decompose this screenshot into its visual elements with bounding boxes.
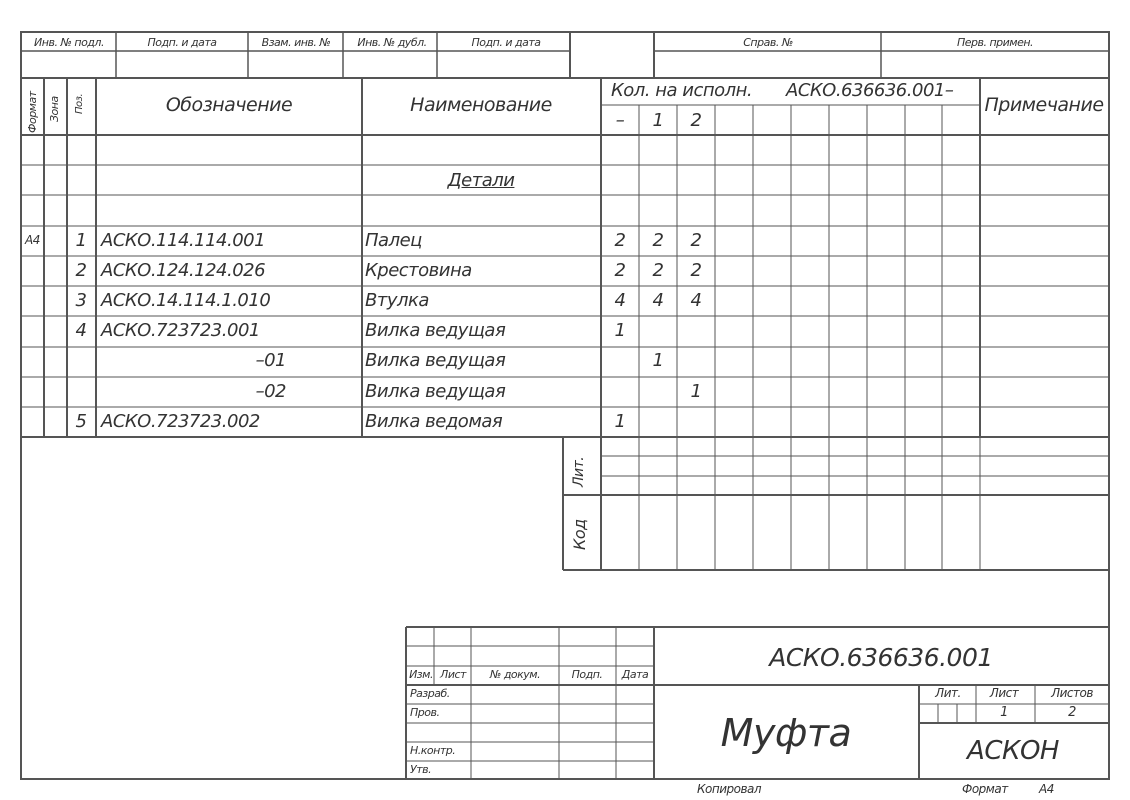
footer-format-value: А4 <box>1039 782 1054 796</box>
tb-n-kontr-label: Н.контр. <box>410 744 456 757</box>
section-title: Детали <box>447 170 515 191</box>
row-1-q2: 2 <box>690 230 702 251</box>
row-1-name: Палец <box>365 230 422 251</box>
tb-n-dokum-label: № докум. <box>489 668 541 681</box>
row-7-poz: 5 <box>75 411 87 432</box>
row-7-q0: 1 <box>614 411 626 432</box>
oboznachenie-header: Обозначение <box>165 94 293 116</box>
row-3-q2: 4 <box>690 290 702 311</box>
row-2-q2: 2 <box>690 260 702 281</box>
row-2-q1: 2 <box>652 260 664 281</box>
tb-designation: АСКО.636636.001 <box>769 643 993 672</box>
lit-label: Лит. <box>571 456 587 487</box>
tb-list-col-label: Лист <box>989 686 1019 700</box>
row-1-q1: 2 <box>652 230 664 251</box>
variant-header-0: – <box>615 110 625 131</box>
row-4-q0: 1 <box>614 320 626 341</box>
row-7-designation: АСКО.723723.002 <box>101 411 260 432</box>
row-1-designation: АСКО.114.114.001 <box>101 230 266 251</box>
row-5-name: Вилка ведущая <box>365 350 506 371</box>
podp-data-label-2: Подп. и дата <box>471 36 541 49</box>
variant-header-2: 2 <box>690 110 702 131</box>
tb-data-label: Дата <box>621 668 649 681</box>
tb-utv-label: Утв. <box>410 763 432 776</box>
primechanie-header: Примечание <box>984 94 1104 116</box>
row-5-suffix: –01 <box>255 350 286 371</box>
row-5-q1: 1 <box>652 350 664 371</box>
tb-list-value: 1 <box>1000 705 1008 720</box>
variant-header-1: 1 <box>652 110 664 131</box>
row-3-poz: 3 <box>75 290 87 311</box>
tb-izm-label: Изм. <box>409 668 433 681</box>
row-6-name: Вилка ведущая <box>365 381 506 402</box>
footer-format-label: Формат <box>962 782 1008 796</box>
kol-na-ispoln-header: Кол. на исполн. <box>611 80 753 101</box>
format-header: Формат <box>26 91 39 133</box>
poz-header: Поз. <box>74 93 85 114</box>
naimenovanie-header: Наименование <box>410 94 552 116</box>
row-2-poz: 2 <box>75 260 87 281</box>
base-designation-header: АСКО.636636.001– <box>786 80 954 101</box>
row-4-name: Вилка ведущая <box>365 320 506 341</box>
row-2-q0: 2 <box>614 260 626 281</box>
row-6-suffix: –02 <box>255 381 286 402</box>
tb-list-label: Лист <box>440 668 466 681</box>
tb-razrab-label: Разраб. <box>410 687 450 700</box>
row-2-designation: АСКО.124.124.026 <box>101 260 266 281</box>
row-3-q1: 4 <box>652 290 664 311</box>
tb-listov-value: 2 <box>1068 705 1076 720</box>
tb-lit-label: Лит. <box>935 686 961 700</box>
row-3-designation: АСКО.14.114.1.010 <box>101 290 271 311</box>
row-4-designation: АСКО.723723.001 <box>101 320 260 341</box>
row-1-poz: 1 <box>75 230 87 251</box>
kod-label: Код <box>570 519 589 550</box>
tb-prov-label: Пров. <box>410 706 440 719</box>
row-3-name: Втулка <box>365 290 429 311</box>
row-1-q0: 2 <box>614 230 626 251</box>
tb-organization: АСКОН <box>967 736 1059 766</box>
perv-primen-label: Перв. примен. <box>956 36 1034 49</box>
row-1-format: А4 <box>25 233 40 247</box>
row-7-name: Вилка ведомая <box>365 411 503 432</box>
row-2-name: Крестовина <box>365 260 472 281</box>
zona-header: Зона <box>48 96 61 122</box>
row-3-q0: 4 <box>614 290 626 311</box>
tb-listov-label: Листов <box>1051 686 1093 700</box>
row-6-q2: 1 <box>690 381 702 402</box>
vzam-inv-label: Взам. инв. № <box>261 36 331 49</box>
footer-kopiroval: Копировал <box>697 782 762 796</box>
inv-podl-label: Инв. № подл. <box>34 36 104 49</box>
inv-dubl-label: Инв. № дубл. <box>357 36 427 49</box>
podp-data-label-1: Подп. и дата <box>147 36 217 49</box>
sprav-label: Справ. № <box>743 36 793 49</box>
tb-name: Муфта <box>720 711 852 755</box>
tb-podp-label: Подп. <box>571 668 603 681</box>
row-4-poz: 4 <box>75 320 87 341</box>
